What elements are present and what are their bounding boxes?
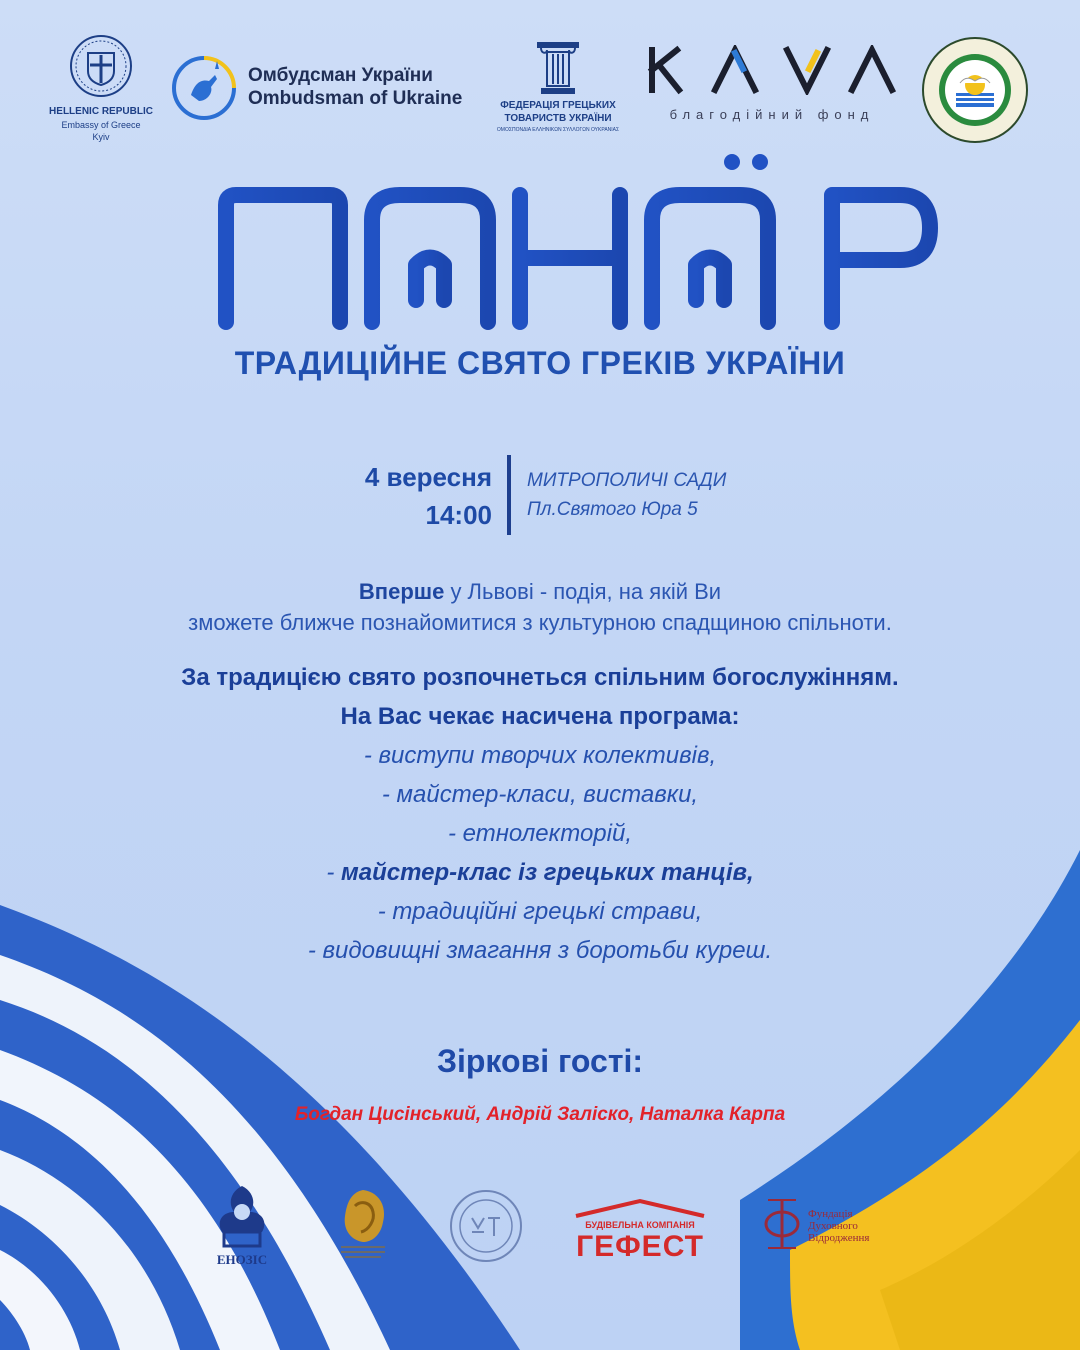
alexander-coin-icon: [333, 1186, 393, 1262]
fundacia-line1: Фундація: [808, 1208, 853, 1220]
guests-names: Богдан Цисінський, Андрій Заліско, Наталка Карпа: [294, 1104, 786, 1125]
guests-heading: Зіркові гості:: [436, 1043, 644, 1079]
gefest-tagline: БУДІВЕЛЬНА КОМПАНІЯ: [585, 1220, 695, 1230]
program-item: - видовищні змагання з боротьби куреш.: [307, 937, 773, 964]
circular-seal-icon: [448, 1188, 524, 1264]
fundacia-label: [808, 1208, 869, 1244]
program-line2: На Вас чекає насичена програма:: [340, 703, 740, 730]
gefest-label: ГЕФЕСТ: [576, 1230, 704, 1263]
kava-logo: [647, 45, 897, 95]
program-item: - виступи творчих колективів,: [363, 742, 717, 769]
fundacia-line3: Відродження: [808, 1232, 870, 1244]
program: [0, 658, 1080, 970]
intro-text: [0, 576, 1080, 638]
event-address: Пл.Святого Юра 5: [527, 499, 698, 520]
program-line1: За традицією свято розпочнеться спільним богослужінням.: [181, 664, 899, 691]
program-item-bold: майстер-клас із грецьких танців,: [340, 859, 754, 886]
federation-line1: ФЕДЕРАЦІЯ ГРЕЦЬКИХ: [500, 100, 616, 111]
event-place: МИТРОПОЛИЧІ САДИ: [527, 470, 727, 491]
federation-line2: ТОВАРИСТВ УКРАЇНИ: [504, 113, 612, 124]
fundacia-emblem-icon: [758, 1194, 806, 1254]
program-item: - традиційні грецькі страви,: [377, 898, 703, 925]
divider: [507, 455, 511, 535]
greek-embassy-line1: HELLENIC REPUBLIC: [49, 106, 153, 117]
enosis-emblem-icon: [210, 1182, 274, 1252]
event-location: [527, 466, 726, 524]
subtitle: ТРАДИЦІЙНЕ СВЯТО ГРЕКІВ УКРАЇНИ: [234, 345, 846, 381]
enosis-label: ЕНОЗІС: [216, 1252, 268, 1267]
intro-line1: у Львові - подія, на якій Ви: [444, 579, 722, 604]
greek-flag-icon: [0, 905, 520, 1350]
ombudsman-logo-icon: [171, 55, 237, 121]
fundacia-line2: Духовного: [808, 1220, 858, 1232]
event-date: 4 вересня: [364, 462, 492, 492]
intro-bold: Вперше: [358, 579, 445, 604]
program-item: - майстер-класи, виставки,: [381, 781, 699, 808]
boumbouras-seal-icon: [920, 35, 1030, 145]
event-time: 14:00: [425, 500, 492, 530]
kava-tagline: благодійний фонд: [669, 107, 875, 122]
gefest-roof-icon: [572, 1198, 708, 1218]
greek-coat-of-arms-icon: [68, 33, 134, 99]
greek-column-icon: [535, 40, 581, 98]
greek-embassy-line3: Kyiv: [92, 132, 110, 142]
ombudsman-line1: Омбудсман України: [248, 65, 433, 86]
intro-line2: зможете ближче познайомитися з культурною спадщиною спільноти.: [188, 610, 892, 635]
main-title-graphic: [0, 150, 1080, 340]
federation-line3: ΟΜΟΣΠΟΝΔΙΑ ΕΛΛΗΝΙΚΩΝ ΣΥΛΛΟΓΩΝ ΟΥΚΡΑΝΙΑΣ: [496, 127, 620, 133]
event-datetime: [365, 458, 492, 534]
greek-embassy-line2: Embassy of Greece: [61, 120, 141, 130]
program-item-dash: -: [326, 859, 341, 886]
program-item-highlight: [0, 853, 1080, 892]
ombudsman-line2: Ombudsman of Ukraine: [248, 88, 463, 109]
program-item: - етнолекторій,: [447, 820, 632, 847]
